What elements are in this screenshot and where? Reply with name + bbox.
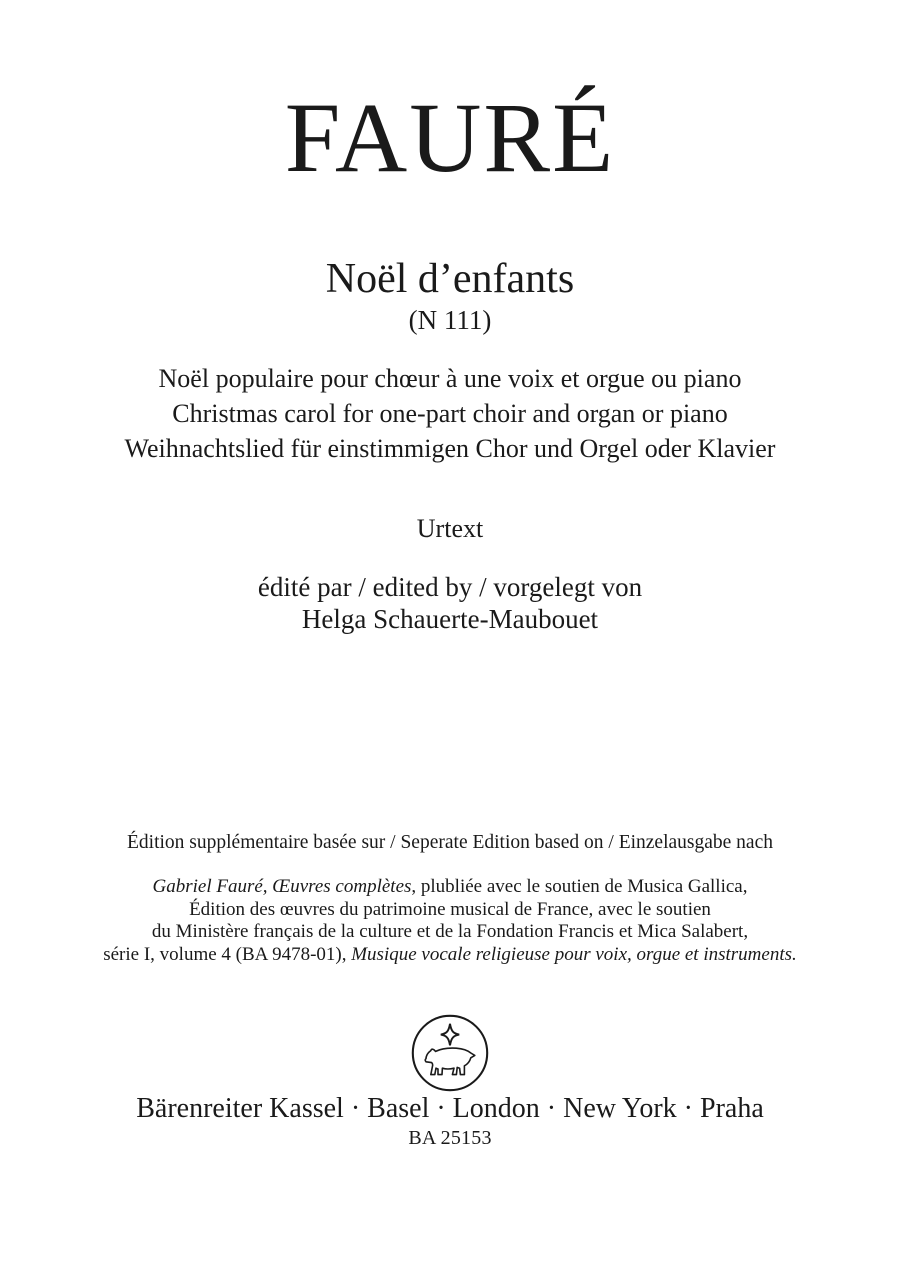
source-citation — [0, 876, 900, 966]
work-title: Noël d’enfants — [325, 256, 575, 302]
source-citation-line-4 — [0, 944, 900, 967]
editor-credit-line: édité par / edited by / vorgelegt von — [257, 572, 643, 602]
logo-bear-icon — [425, 1048, 475, 1075]
source-citation-line-2: Édition des œuvres du patrimoine musical de France, avec le soutien — [189, 898, 711, 920]
baerenreiter-bear-star-logo-icon — [410, 1013, 490, 1093]
source-citation-line-3: du Ministère français de la culture et de la Fondation Francis et Mica Salabert, — [151, 921, 749, 942]
source-citation-volume-italic: Musique vocale religieuse pour voix, orgue et instruments. — [351, 943, 797, 965]
source-citation-line-1 — [0, 876, 900, 899]
editor-block — [0, 571, 900, 635]
subtitle-english: Christmas carol for one-part choir and organ or piano — [172, 399, 728, 428]
publisher-logo — [0, 1013, 900, 1093]
opus-number: (N 111) — [408, 305, 492, 335]
logo-star-icon — [441, 1024, 459, 1046]
urtext-label: Urtext — [416, 514, 484, 543]
source-citation-line-1-roman: , plubliée avec le soutien de Musica Gallica, — [411, 876, 748, 897]
composer-name: FAURÉ — [284, 82, 616, 193]
source-citation-work-italic: Gabriel Fauré, Œuvres complètes — [152, 876, 412, 897]
subtitle-block — [0, 361, 900, 466]
edition-basis-note: Édition supplémentaire basée sur / Seperate Edition based on / Einzelausgabe nach — [127, 832, 773, 853]
editor-name: Helga Schauerte-Maubouet — [301, 604, 599, 634]
subtitle-german: Weihnachtslied für einstimmigen Chor und Orgel oder Klavier — [124, 434, 776, 463]
publisher-imprint: Bärenreiter Kassel · Basel · London · New York · Praha — [136, 1093, 764, 1124]
source-citation-line-4-roman: série I, volume 4 (BA 9478-01), — [103, 943, 352, 965]
catalog-number: BA 25153 — [408, 1127, 492, 1149]
subtitle-french: Noël populaire pour chœur à une voix et orgue ou piano — [158, 364, 742, 393]
